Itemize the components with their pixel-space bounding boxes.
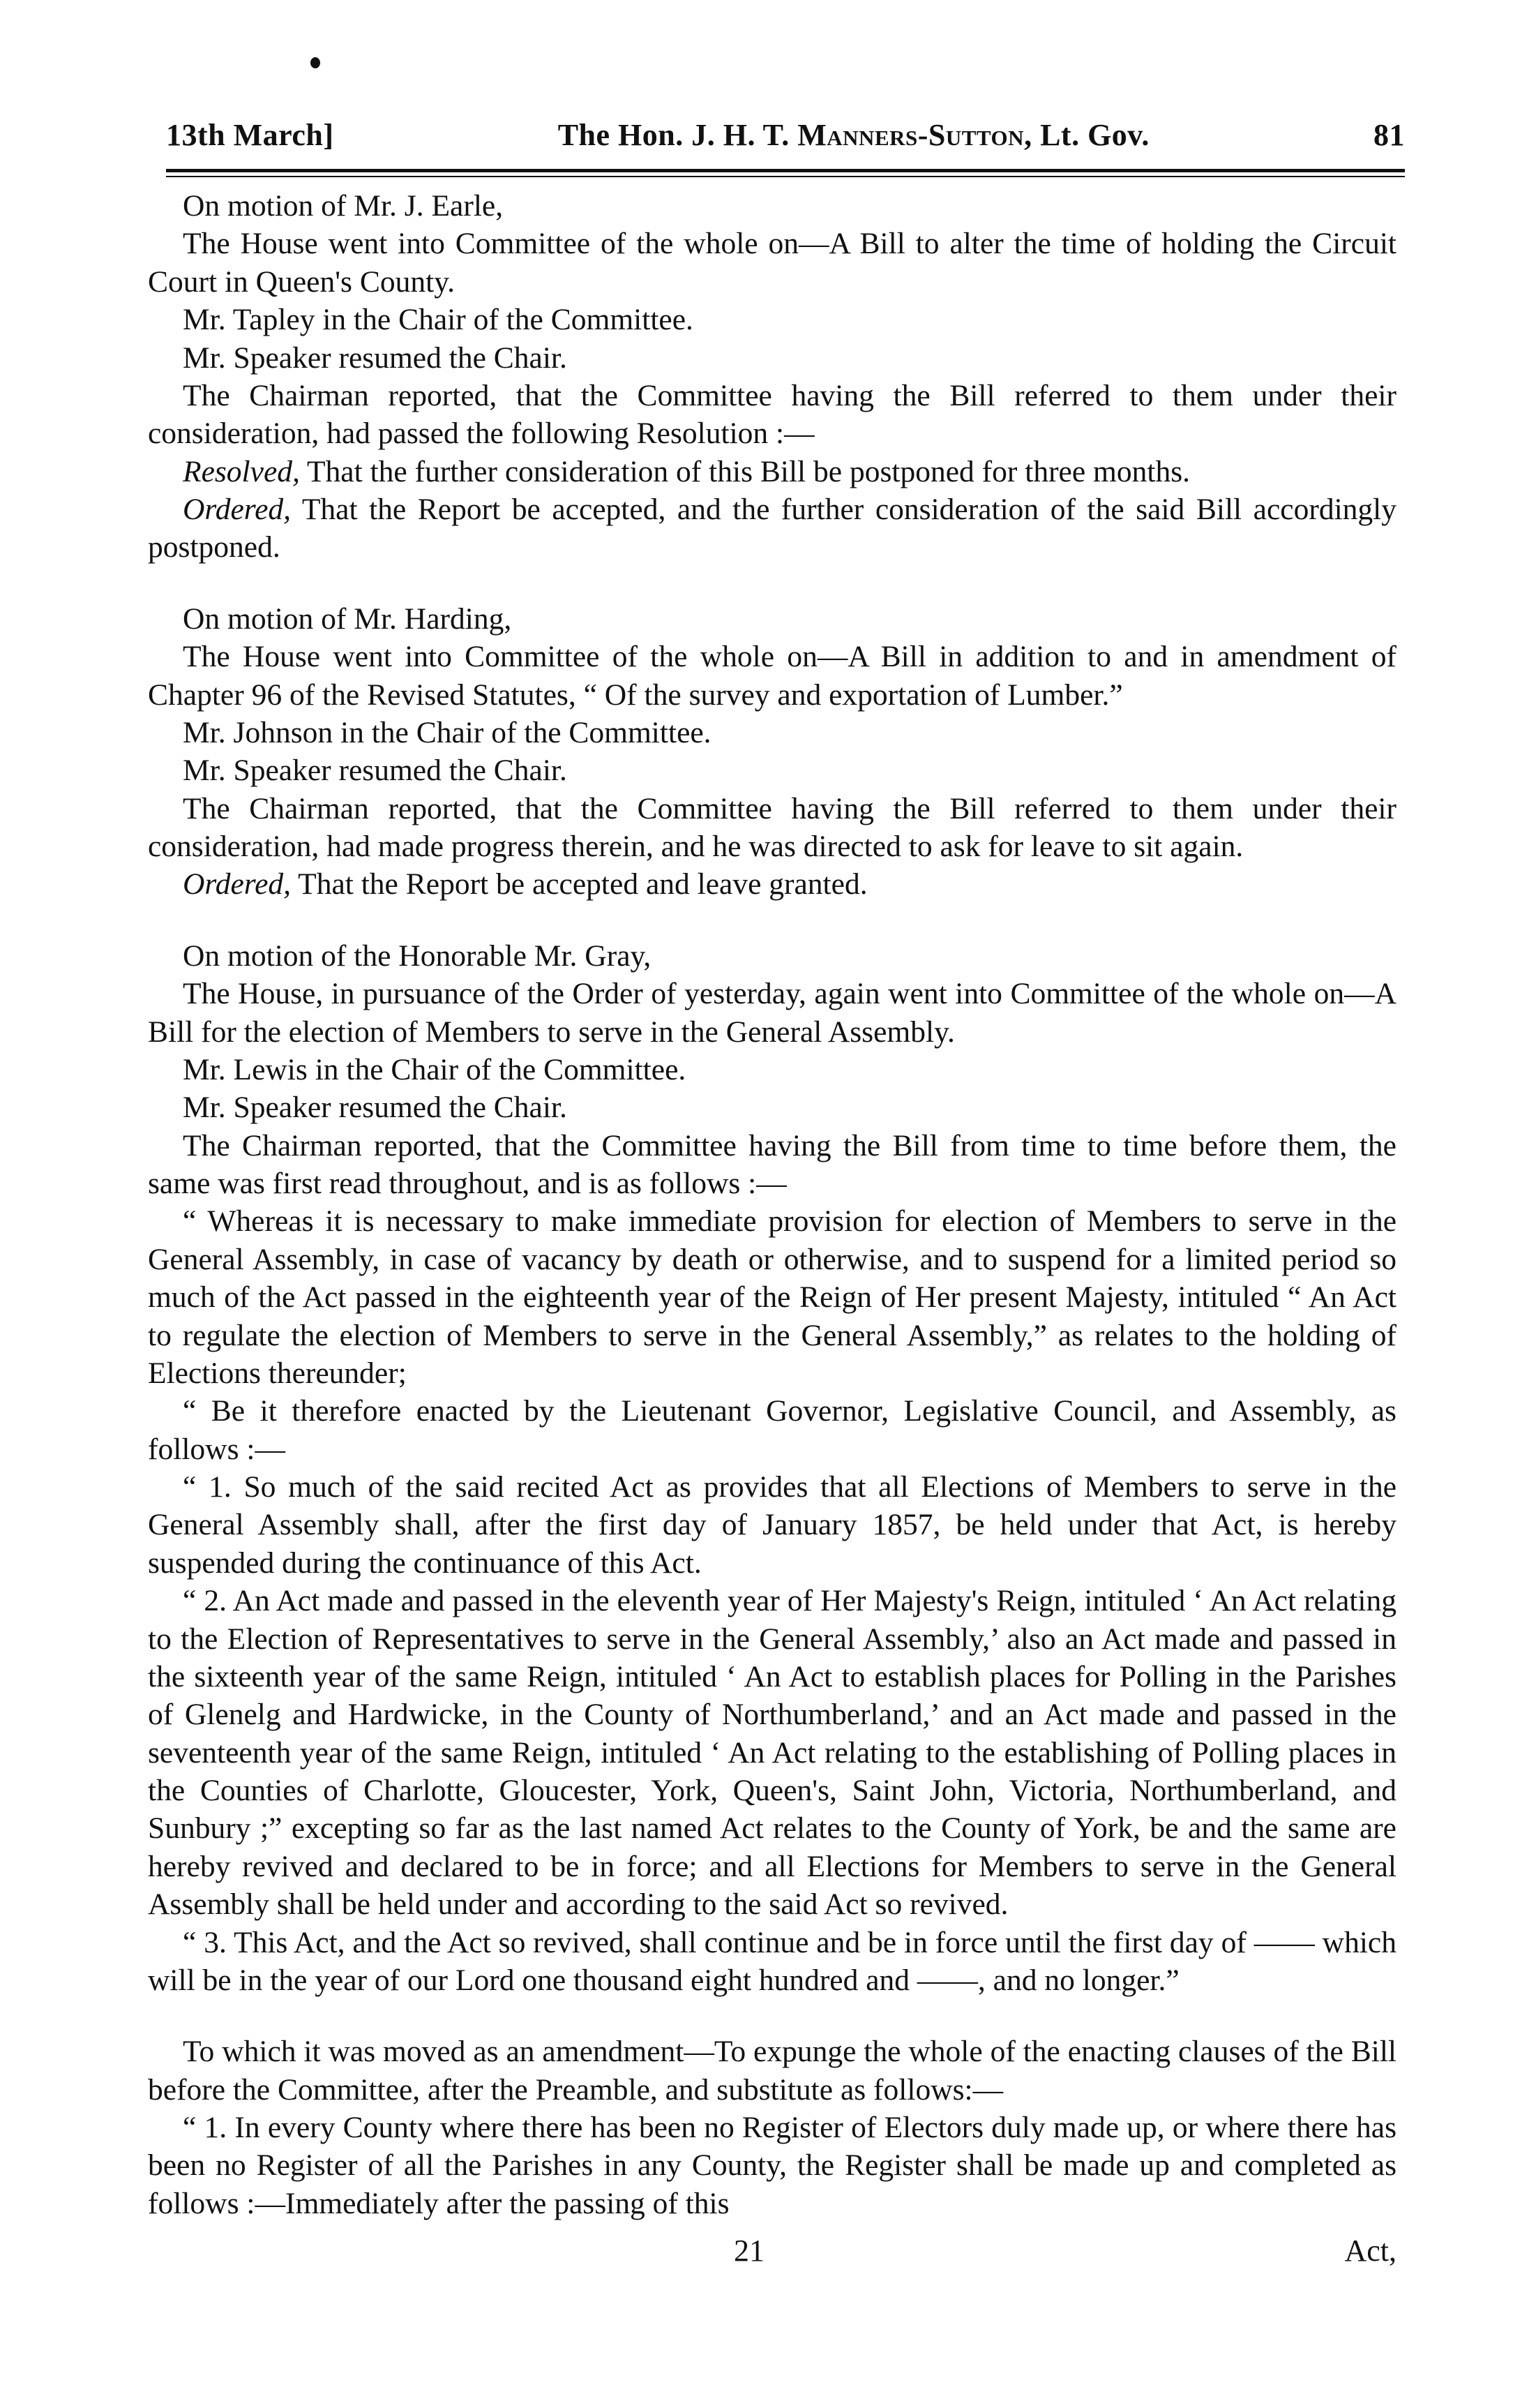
paragraph-text: That the Report be accepted, and the further consideration of the said Bill accordingly postponed. bbox=[148, 493, 1396, 564]
paragraph: Mr. Tapley in the Chair of the Committee. bbox=[183, 303, 693, 337]
section-gap bbox=[148, 567, 1396, 600]
paragraph: The House went into Committee of the whole on—A Bill to alter the time of holding the Circuit Court in Queen's County. bbox=[148, 227, 1396, 299]
paragraph: The Chairman reported, that the Committee having the Bill from time to time before them, the same was first read throughout, and is as follows :— bbox=[148, 1128, 1396, 1200]
bill-section-1: “ 1. So much of the said recited Act as provides that all Elections of Members to serve in the General Assembly shall, after the first day of January 1857, be held under that Act, is hereby suspended during the continuance of this Act. bbox=[148, 1470, 1396, 1580]
ink-speck bbox=[310, 57, 320, 68]
paragraph: The House went into Committee of the whole on—A Bill in addition to and in amendment of Chapter 96 of the Revised Statutes, “ Of the survey and exportation of Lumber.” bbox=[148, 640, 1396, 712]
paragraph: On motion of Mr. J. Earle, bbox=[183, 189, 504, 223]
amendment-section-1: “ 1. In every County where there has been no Register of Electors duly made up, or where there has been no Register of all the Parishes in any County, the Register shall be made up and completed as follows :—Immediately after the passing of this bbox=[148, 2111, 1396, 2220]
bill-section-3: “ 3. This Act, and the Act so revived, shall continue and be in force until the first day of —— which will be in the year of our Lord one thousand eight hundred and ——, and no longer.” bbox=[148, 1925, 1396, 1997]
running-header bbox=[166, 117, 1405, 160]
header-date: 13th March] bbox=[166, 118, 334, 152]
bill-section-2: “ 2. An Act made and passed in the eleventh year of Her Majesty's Reign, intituled ‘ An Act relating to the Election of Representatives to serve in the General Assembly,’ also an Act made and passed in the sixteenth year of the same Reign, intituled ‘ An Act to establish places for Polling in the Parishes of Glenelg and Hardwicke, in the County of Northumberland,’ and an Act made and passed in the seventeenth year of the same Reign, intituled ‘ An Act relating to the establishing of Polling places in the Counties of Charlotte, Gloucester, York, Queen's, Saint John, Victoria, Northumberland, and Sunbury ;” excepting so far as the last named Act relates to the County of York, be and the same are hereby revived and declared to be in force; and all Elections for Members to serve in the General Assembly shall be held under and according to the said Act so revived. bbox=[148, 1584, 1396, 1922]
amendment-paragraph: To which it was moved as an amendment—To expunge the whole of the enacting clauses of the Bill before the Committee, after the Preamble, and substitute as follows:— bbox=[148, 2035, 1396, 2107]
signature-mark: 21 bbox=[734, 2234, 765, 2268]
header-title-prefix: The Hon. J. H. T. bbox=[557, 118, 798, 152]
header-title-suffix: , Lt. Gov. bbox=[1024, 118, 1150, 152]
catchword: Act, bbox=[1344, 2234, 1396, 2268]
header-rule bbox=[166, 169, 1405, 177]
paragraph: Mr. Speaker resumed the Chair. bbox=[183, 754, 567, 788]
header-title bbox=[558, 117, 1150, 153]
paragraph bbox=[148, 491, 1396, 567]
ordered-label: Ordered, bbox=[183, 867, 292, 902]
paragraph: Mr. Speaker resumed the Chair. bbox=[183, 1091, 567, 1125]
page-number: 81 bbox=[1373, 118, 1405, 152]
paragraph: Mr. Johnson in the Chair of the Committee. bbox=[183, 715, 711, 749]
header-title-name: Manners-Sutton bbox=[797, 118, 1025, 152]
resolved-label: Resolved, bbox=[183, 454, 300, 488]
ordered-label: Ordered, bbox=[183, 493, 292, 526]
paragraph: Mr. Speaker resumed the Chair. bbox=[183, 341, 567, 375]
paragraph: The House, in pursuance of the Order of yesterday, again went into Committee of the whole on—A Bill for the election of Members to serve in the General Assembly. bbox=[148, 977, 1396, 1049]
paragraph: The Chairman reported, that the Committee having the Bill referred to them under their consideration, had passed the following Resolution :— bbox=[148, 378, 1396, 451]
bill-preamble: “ Whereas it is necessary to make immediate provision for election of Members to serve in the General Assembly, in case of vacancy by death or otherwise, and to suspend for a limited period so much of the Act passed in the eighteenth year of the Reign of Her present Majesty, intituled “ An Act to regulate the election of Members to serve in the General Assembly,” as relates to the holding of Elections thereunder; bbox=[148, 1204, 1396, 1390]
paragraph-text: That the further consideration of this Bill be postponed for three months. bbox=[299, 454, 1191, 488]
section-gap bbox=[148, 904, 1396, 937]
paragraph-text: That the Report be accepted and leave granted. bbox=[291, 867, 868, 902]
body-text bbox=[148, 187, 1396, 2222]
paragraph bbox=[148, 453, 1396, 491]
paragraph: The Chairman reported, that the Committee having the Bill referred to them under their consideration, had made progress therein, and he was directed to ask for leave to sit again. bbox=[148, 791, 1396, 863]
section-gap bbox=[148, 1999, 1396, 2033]
bill-enacting-clause: “ Be it therefore enacted by the Lieutenant Governor, Legislative Council, and Assembly, as follows :— bbox=[148, 1394, 1396, 1466]
paragraph: Mr. Lewis in the Chair of the Committee. bbox=[183, 1052, 686, 1086]
paragraph bbox=[148, 865, 1396, 903]
paragraph: On motion of Mr. Harding, bbox=[183, 601, 512, 636]
paragraph: On motion of the Honorable Mr. Gray, bbox=[183, 938, 652, 973]
